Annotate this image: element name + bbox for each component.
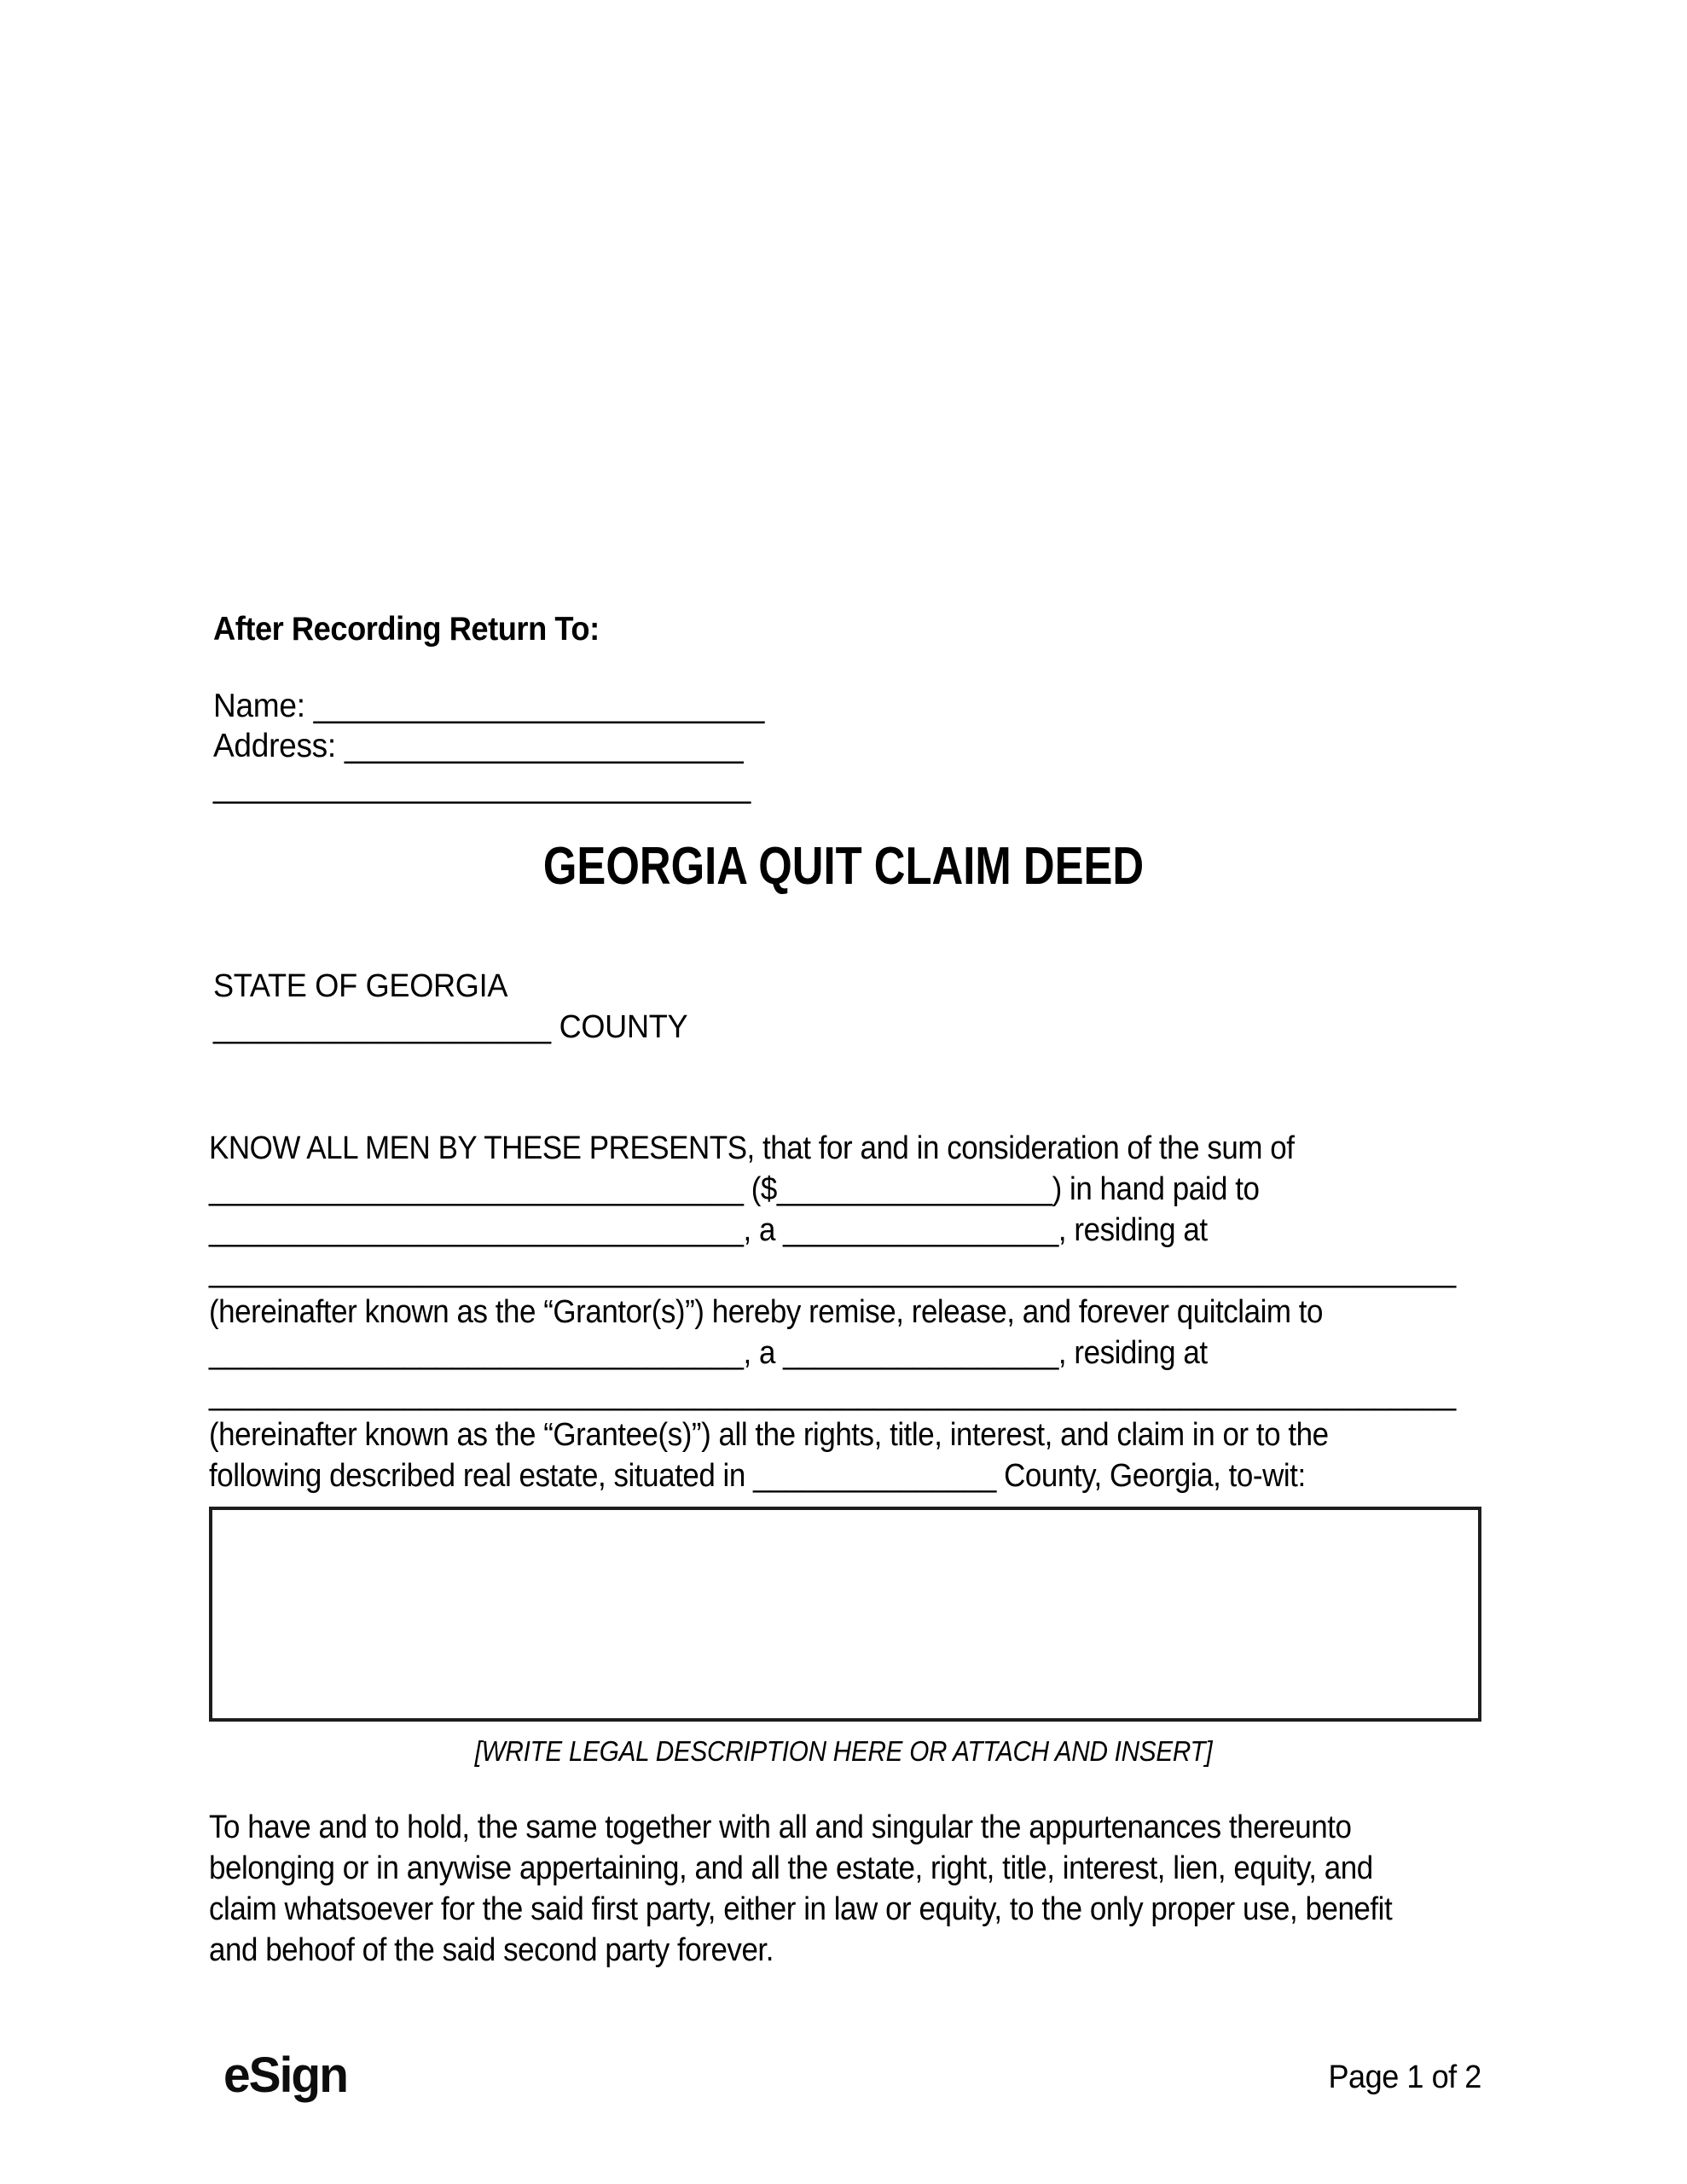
legal-description-box — [209, 1507, 1481, 1722]
text-line: STATE OF GEORGIA — [213, 968, 508, 1004]
after-recording-return-to-heading: After Recording Return To: — [213, 611, 600, 648]
text-line: following described real estate, situated in _______________ County, Georgia, to-wit: — [209, 1458, 1306, 1494]
text-line: Name: __________________________ — [213, 688, 765, 724]
esign-logo: eSign — [223, 2048, 347, 2103]
text-line: belonging or in anywise appertaining, and all the estate, right, title, interest, lien, equity, and — [209, 1850, 1373, 1886]
granting-clause-paragraph — [209, 1128, 1456, 1496]
text-line: To have and to hold, the same together with all and singular the appurtenances thereunto — [209, 1809, 1352, 1845]
text-line: claim whatsoever for the said first party, either in law or equity, to the only proper use, benefit — [209, 1891, 1393, 1927]
text-line: _____________________________________________________________________________ — [209, 1376, 1456, 1412]
return-address-block — [213, 686, 764, 806]
legal-description-caption: [WRITE LEGAL DESCRIPTION HERE OR ATTACH AND INSERT] — [474, 1735, 1213, 1767]
text-line: _________________________________, a _________________, residing at — [209, 1335, 1208, 1371]
text-line: (hereinafter known as the “Grantor(s)”) hereby remise, release, and forever quitclaim to — [209, 1294, 1324, 1330]
document-title: GEORGIA QUIT CLAIM DEED — [542, 837, 1145, 896]
text-line: KNOW ALL MEN BY THESE PRESENTS, that for and in consideration of the sum of — [209, 1130, 1295, 1166]
habendum-paragraph — [209, 1807, 1392, 1971]
text-line: (hereinafter known as the “Grantee(s)”) all the rights, title, interest, and claim in or to the — [209, 1417, 1329, 1453]
page-indicator: Page 1 of 2 — [1328, 2059, 1481, 2095]
text-line: _______________________________ — [213, 768, 751, 804]
text-line: Address: _______________________ — [213, 728, 744, 764]
text-line: and behoof of the said second party forever. — [209, 1932, 774, 1968]
text-line: ____________________ COUNTY — [213, 1009, 688, 1045]
text-line: _________________________________ ($_________________) in hand paid to — [209, 1171, 1260, 1207]
text-line: _________________________________, a _________________, residing at — [209, 1212, 1208, 1248]
text-line: _____________________________________________________________________________ — [209, 1253, 1456, 1289]
state-county-block — [213, 966, 687, 1048]
